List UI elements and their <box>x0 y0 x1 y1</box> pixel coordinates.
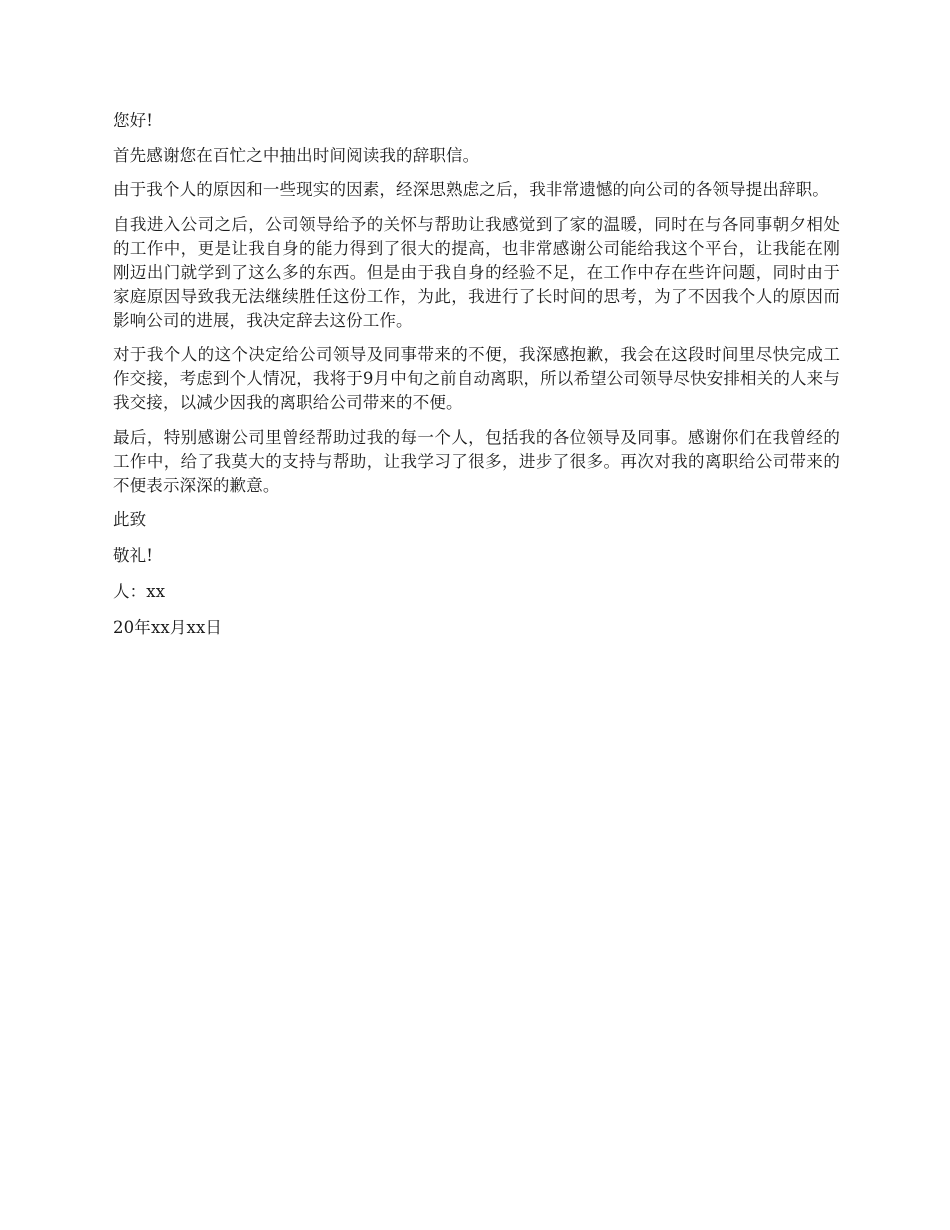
letter-signer: 人：xx <box>113 582 166 601</box>
letter-paragraph-reason: 由于我个人的原因和一些现实的因素，经深思熟虑之后，我非常遗憾的向公司的各领导提出辞职。 <box>113 180 829 199</box>
letter-paragraph-experience: 自我进入公司之后，公司领导给予的关怀与帮助让我感觉到了家的温暖，同时在与各同事朝夕相处的工作中，更是让我自身的能力得到了很大的提高，也非常感谢公司能给我这个平台，让我能在刚刚迈出门就学到了这么多的东西。但是由于我自身的经验不足，在工作中存在些许问题，同时由于家庭原因导致我无法继续胜任这份工作，为此，我进行了长时间的思考，为了不因我个人的原因而影响公司的进展，我决定辞去这份工作。 <box>113 214 840 330</box>
letter-greeting: 您好! <box>113 111 154 130</box>
letter-date: 20年xx月xx日 <box>113 618 223 637</box>
letter-page <box>113 109 840 652</box>
letter-paragraph-thanks: 首先感谢您在百忙之中抽出时间阅读我的辞职信。 <box>113 145 480 165</box>
letter-paragraph-final-thanks: 最后，特别感谢公司里曾经帮助过我的每一个人，包括我的各位领导及同事。感谢你们在我曾经的工作中，给了我莫大的支持与帮助，让我学习了很多，进步了很多。再次对我的离职给公司带来的不便表示深深的歉意。 <box>113 427 840 495</box>
letter-closing-cizhi: 此致 <box>113 510 147 529</box>
letter-paragraph-handover: 对于我个人的这个决定给公司领导及同事带来的不便，我深感抱歉，我会在这段时间里尽快完成工作交接，考虑到个人情况，我将于9月中旬之前自动离职，所以希望公司领导尽快安排相关的人来与我交接，以减少因我的离职给公司带来的不便。 <box>113 345 840 412</box>
letter-closing-jingli: 敬礼! <box>113 546 154 565</box>
